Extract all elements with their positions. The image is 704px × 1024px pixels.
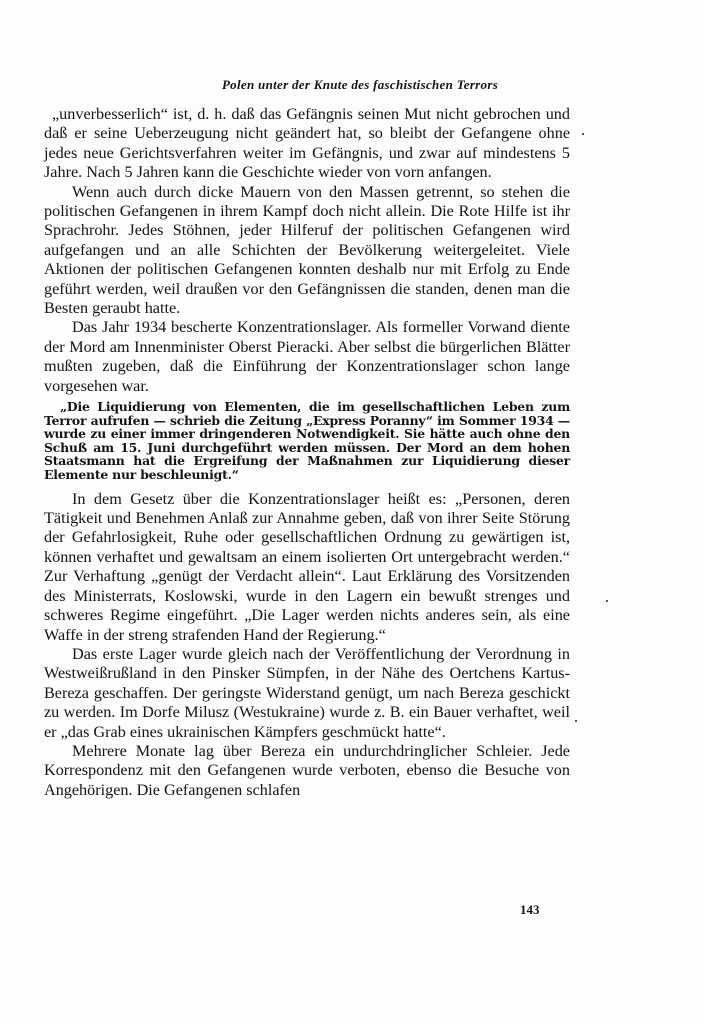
paragraph-1: „unverbesserlich“ ist, d. h. daß das Gefängnis seinen Mut nicht gebrochen und daß er seine Ueberzeugung nicht geändert hat, so bleibt der Gefangene ohne jedes neue Gerichtsverfahren weiter im Gefängnis, und zwar auf mindestens 5 Jahre. Nach 5 Jahren kann die Geschichte wieder von vorn anfangen. (44, 105, 570, 182)
page-number: 143 (520, 902, 540, 917)
page-body (44, 105, 570, 800)
paragraph-6: Mehrere Monate lag über Bereza ein undurchdringlicher Schleier. Jede Korrespondenz mit den Gefangenen wurde verboten, ebenso die Besuche von Angehörigen. Die Gefangenen schlafen (44, 741, 570, 799)
paragraph-4: In dem Gesetz über die Konzentrationslager heißt es: „Personen, deren Tätigkeit und Benehmen Anlaß zur Annahme geben, daß von ihrer Seite Störung der Gefahrlosigkeit, Ruhe oder gesellschaftlichen Ordnung zu gewärtigen ist, können verhaftet und gewaltsam an einem isolierten Ort untergebracht werden.“ Zur Verhaftung „genügt der Verdacht allein“. Laut Erklärung des Vorsitzenden des Ministerrats, Koslowski, wurde in den Lagern ein bewußt strenges und schweres Regime eingeführt. „Die Lager werden nichts anderes sein, als eine Waffe in der streng strafenden Hand der Regierung.“ (44, 489, 570, 644)
paragraph-2: Wenn auch durch dicke Mauern von den Massen getrennt, so stehen die politischen Gefangenen in ihrem Kampf doch nicht allein. Die Rote Hilfe ist ihr Sprachrohr. Jedes Stöhnen, jeder Hilferuf der politischen Gefangenen wird aufgefangen und an alle Schichten der Bevölkerung weitergeleitet. Viele Aktionen der politischen Gefangenen konnten deshalb nur mit Erfolg zu Ende geführt werden, weil draußen vor den Gefängnissen die standen, denen man die Besten geraubt hatte. (44, 182, 570, 318)
print-speck (606, 600, 608, 602)
newspaper-quote: „Die Liquidierung von Elementen, die im gesellschaftlichen Leben zum Terror aufrufen — schrieb die Zeitung „Express Poranny“ im Sommer 1934 — wurde zu einer immer dringenderen Notwendigkeit. Sie hätte auch ohne den Schuß am 15. Juni durchgeführt werden müssen. Der Mord an dem hohen Staatsmann hat die Ergreifung der Maßnahmen zur Liquidierung dieser Elemente nur beschleunigt.“ (44, 399, 570, 483)
running-title: Polen unter der Knute des faschistischen Terrors (221, 77, 499, 92)
print-speck (575, 720, 577, 722)
print-speck (582, 133, 584, 135)
paragraph-5: Das erste Lager wurde gleich nach der Veröffentlichung der Verordnung in Westweißrußland in den Pinsker Sümpfen, in der Nähe des Oertchens Kartus-Bereza geschaffen. Der geringste Widerstand genügt, um nach Bereza geschickt zu werden. Im Dorfe Milusz (Westukraine) wurde z. B. ein Bauer verhaftet, weil er „das Grab eines ukrainischen Kämpfers geschmückt hatte“. (44, 644, 570, 741)
paragraph-3: Das Jahr 1934 bescherte Konzentrationslager. Als formeller Vorwand diente der Mord am Innenminister Oberst Pieracki. Aber selbst die bürgerlichen Blätter mußten zugeben, daß die Einführung der Konzentrationslager schon lange vorgesehen war. (44, 318, 570, 395)
